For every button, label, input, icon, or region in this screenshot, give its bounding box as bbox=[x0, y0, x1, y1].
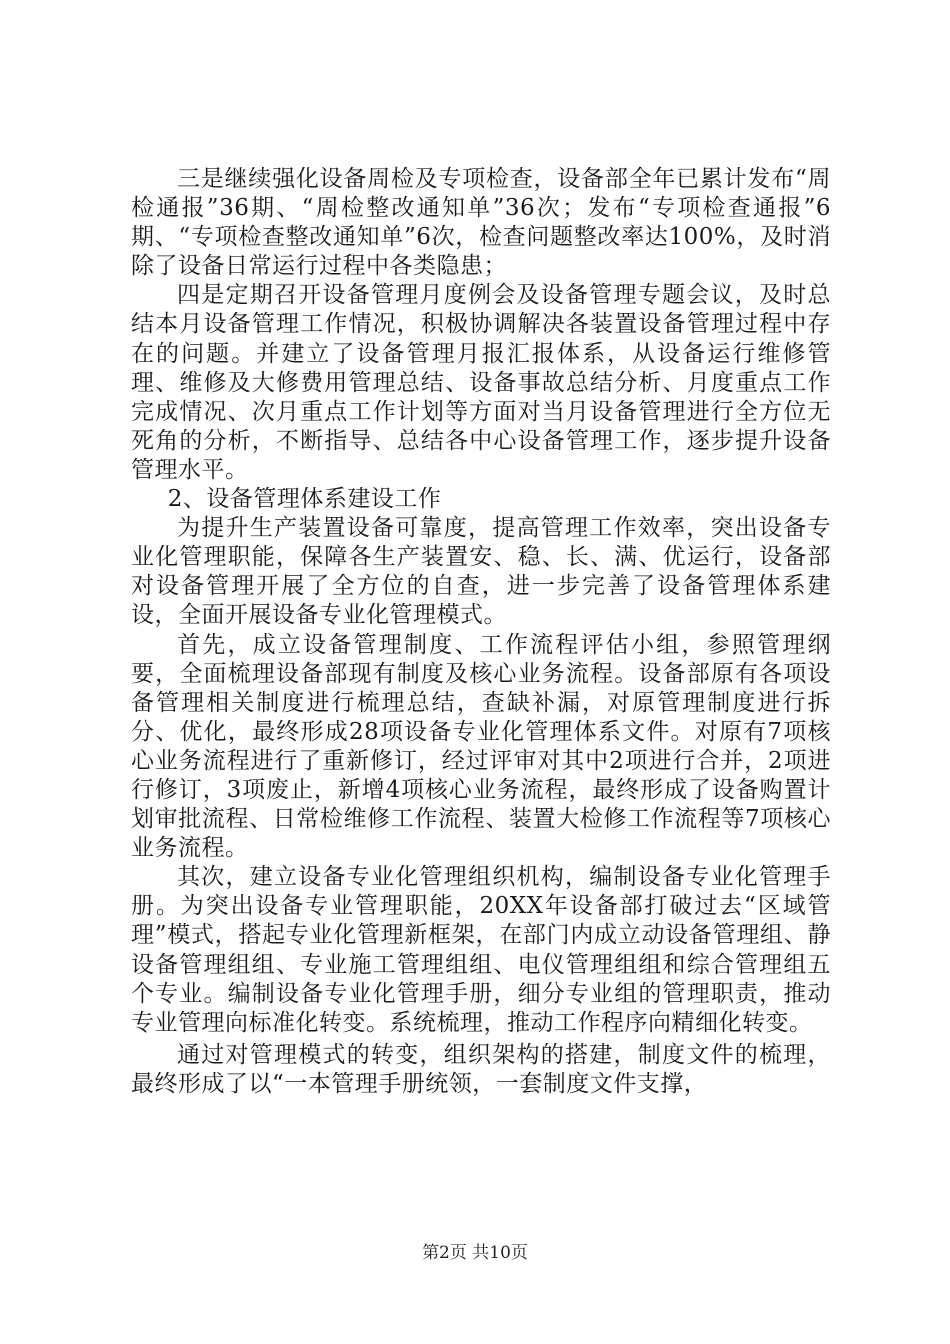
paragraph-weekly-inspection: 三是继续强化设备周检及专项检查，设备部全年已累计发布“周检通报”36期、“周检整改通知单”36次；发布“专项检查通报”6期、“专项检查整改通知单”6次，检查问题整改率达100%，及时消除了设备日常运行过程中各类隐患； bbox=[131, 166, 831, 280]
section-heading: 2、设备管理体系建设工作 bbox=[167, 486, 442, 513]
page-number-footer: 第2页 共10页 bbox=[422, 1243, 528, 1263]
paragraph-first: 首先，成立设备管理制度、工作流程评估小组，参照管理纲要，全面梳理设备部现有制度及核心业务流程。设备部原有各项设备管理相关制度进行梳理总结，查缺补漏，对原管理制度进行拆分、优化，最终形成28项设备专业化管理体系文件。对原有7项核心业务流程进行了重新修订，经过评审对其中2项进行合并，2项进行修订，3项废止，新增4项核心业务流程，最终形成了设备购置计划审批流程、日常检维修工作流程、装置大检修工作流程等7项核心业务流程。 bbox=[131, 631, 831, 862]
paragraph-monthly-meeting: 四是定期召开设备管理月度例会及设备管理专题会议，及时总结本月设备管理工作情况，积极协调解决各装置设备管理过程中存在的问题。并建立了设备管理月报汇报体系，从设备运行维修管理、维修及大修费用管理总结、设备事故总结分析、月度重点工作完成情况、次月重点工作计划等方面对当月设备管理进行全方位无死角的分析，不断指导、总结各中心设备管理工作，逐步提升设备管理水平。 bbox=[131, 282, 831, 483]
body-text bbox=[131, 165, 831, 1099]
paragraph-second: 其次，建立设备专业化管理组织机构，编制设备专业化管理手册。为突出设备专业管理职能，20XX年设备部打破过去“区域管理”模式，搭起专业化管理新框架，在部门内成立动设备管理组、静设备管理组组、专业施工管理组组、电仪管理组组和综合管理组五个专业。编制设备专业化管理手册，细分专业组的管理职责，推动专业管理向标准化转变。系统梳理，推动工作程序向精细化转变。 bbox=[131, 864, 831, 1036]
paragraph-conclusion: 通过对管理模式的转变，组织架构的搭建，制度文件的梳理，最终形成了以“一本管理手册统领，一套制度文件支撑， bbox=[131, 1041, 831, 1097]
paragraph-system-building: 为提升生产装置设备可靠度，提高管理工作效率，突出设备专业化管理职能，保障各生产装置安、稳、长、满、优运行，设备部对设备管理开展了全方位的自查，进一步完善了设备管理体系建设，全面开展设备专业化管理模式。 bbox=[131, 515, 831, 629]
